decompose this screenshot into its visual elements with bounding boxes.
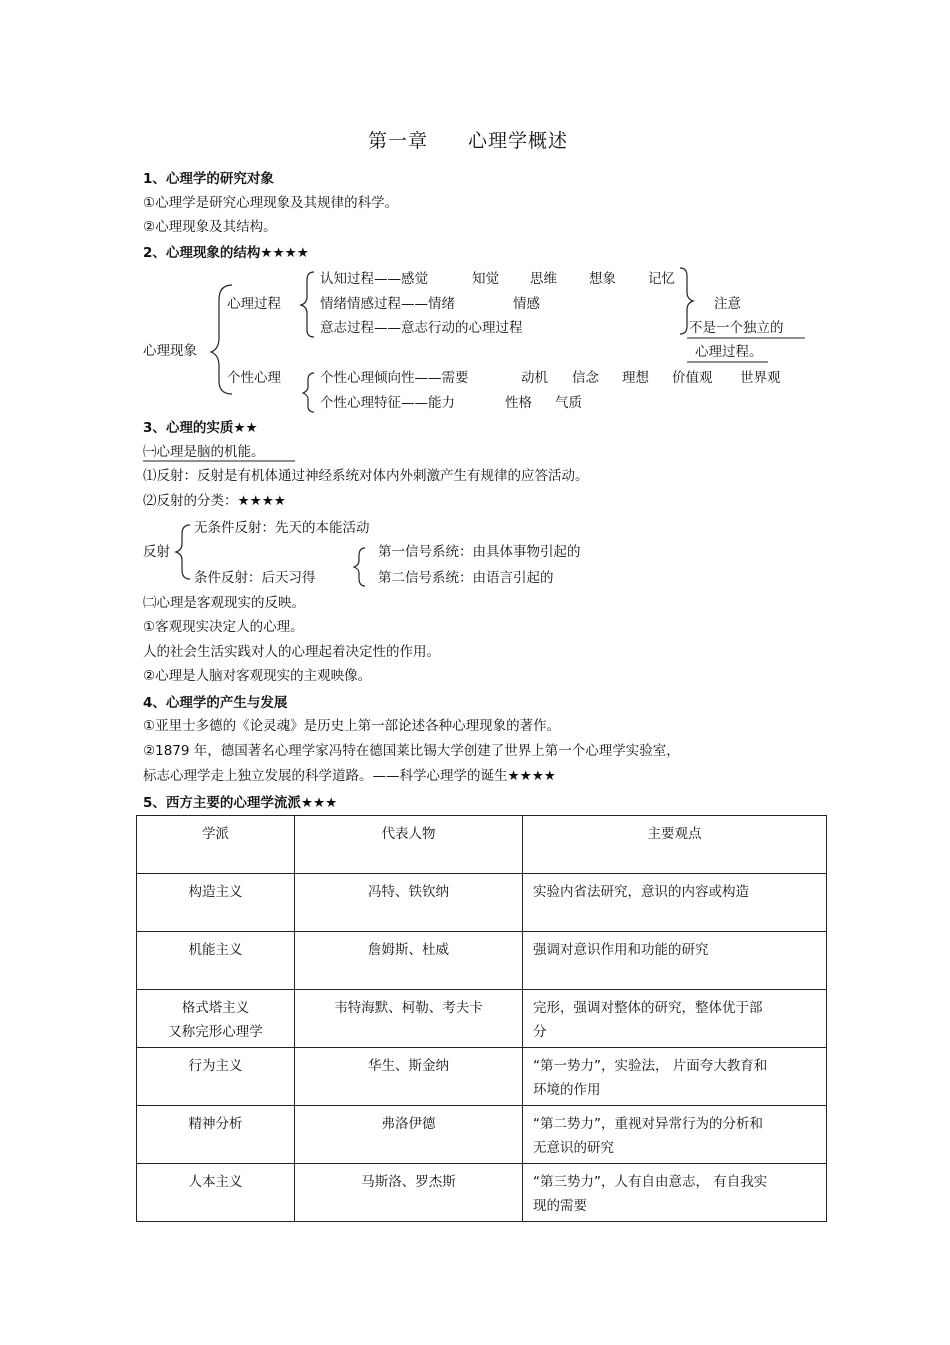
section-3-heading: 3、心理的实质★★ — [143, 420, 258, 436]
table-row — [137, 1164, 827, 1222]
section-5-heading: 5、西方主要的心理学流派★★★ — [143, 795, 338, 811]
section-3-reflex-def: ⑴反射：反射是有机体通过神经系统对体内外刺激产生有规律的应答活动。 — [143, 468, 589, 484]
view-cell: “第三势力”，人有自由意志， 有自我实 现的需要 — [523, 1164, 827, 1222]
table-row — [137, 932, 827, 990]
conditioned-reflex: 条件反射：后天习得 — [194, 570, 316, 586]
trait-item: 性格 — [505, 395, 532, 411]
tendency-item: 价值观 — [672, 370, 713, 386]
mental-process-label: 心理过程 — [227, 296, 281, 312]
emotion-item: 情感 — [513, 296, 540, 312]
header-school: 学派 — [137, 816, 295, 874]
schools-table — [136, 815, 827, 1222]
section-3-point-2: ㈡心理是客观现实的反映。 — [143, 595, 305, 611]
people-cell: 弗洛伊德 — [295, 1106, 523, 1164]
tendency-item: 信念 — [572, 370, 599, 386]
section-4-line-2: ②1879 年，德国著名心理学家冯特在德国莱比锡大学创建了世界上第一个心理学实验室， — [143, 743, 680, 759]
personality-trait: 个性心理特征——能力 — [320, 395, 455, 411]
cognition-item: 记忆 — [648, 271, 675, 287]
people-cell: 华生、斯金纳 — [295, 1048, 523, 1106]
attention-note-2: 心理过程。 — [695, 344, 763, 360]
section-1-heading: 1、心理学的研究对象 — [143, 171, 274, 187]
reflex-label: 反射 — [143, 544, 170, 560]
section-4-heading: 4、心理学的产生与发展 — [143, 695, 288, 711]
brace-reflex — [176, 525, 190, 579]
school-cell: 行为主义 — [137, 1048, 295, 1106]
section-2-heading: 2、心理现象的结构★★★★ — [143, 245, 309, 261]
cognition-item: 思维 — [530, 271, 557, 287]
table-row — [137, 990, 827, 1048]
tendency-item: 世界观 — [740, 370, 781, 386]
cognition-item: 想象 — [589, 271, 616, 287]
attention-label: 注意 — [714, 296, 741, 312]
section-3-reflex-types: ⑵反射的分类：★★★★ — [143, 493, 286, 509]
trait-item: 气质 — [555, 395, 582, 411]
brace-mental-process — [301, 272, 314, 337]
first-signal-system: 第一信号系统：由具体事物引起的 — [378, 544, 581, 560]
view-cell: “第二势力”，重视对异常行为的分析和 无意识的研究 — [523, 1106, 827, 1164]
psych-phenomena-label: 心理现象 — [143, 343, 197, 359]
header-view: 主要观点 — [523, 816, 827, 874]
view-cell: 完形，强调对整体的研究，整体优于部 分 — [523, 990, 827, 1048]
unconditioned-reflex: 无条件反射：先天的本能活动 — [194, 520, 370, 536]
school-cell: 构造主义 — [137, 874, 295, 932]
attention-note-1: 不是一个独立的 — [689, 320, 784, 336]
table-row — [137, 874, 827, 932]
people-cell: 马斯洛、罗杰斯 — [295, 1164, 523, 1222]
will-process: 意志过程——意志行动的心理过程 — [320, 320, 523, 336]
view-cell: 强调对意识作用和功能的研究 — [523, 932, 827, 990]
table-header-row — [137, 816, 827, 874]
table-row — [137, 1048, 827, 1106]
school-cell: 格式塔主义 又称完形心理学 — [137, 990, 295, 1048]
school-cell: 机能主义 — [137, 932, 295, 990]
brace-personality — [303, 373, 314, 412]
section-4-line-1: ①亚里士多德的《论灵魂》是历史上第一部论述各种心理现象的著作。 — [143, 718, 561, 734]
emotion-process: 情绪情感过程——情绪 — [320, 296, 455, 312]
school-cell: 精神分析 — [137, 1106, 295, 1164]
page-title: 第一章 心理学概述 — [368, 130, 569, 152]
section-3-point-1: ㈠心理是脑的机能。 — [143, 444, 265, 460]
view-cell: “第一势力”，实验法， 片面夸大教育和 环境的作用 — [523, 1048, 827, 1106]
school-cell: 人本主义 — [137, 1164, 295, 1222]
section-4-line-3: 标志心理学走上独立发展的科学道路。——科学心理学的诞生★★★★ — [143, 768, 556, 784]
brace-signal — [354, 548, 365, 586]
section-1-line-1: ①心理学是研究心理现象及其规律的科学。 — [143, 195, 399, 211]
section-1-line-2: ②心理现象及其结构。 — [143, 219, 277, 235]
second-signal-system: 第二信号系统：由语言引起的 — [378, 570, 554, 586]
personality-tendency: 个性心理倾向性——需要 — [320, 370, 469, 386]
table-row — [137, 1106, 827, 1164]
tendency-item: 理想 — [622, 370, 649, 386]
people-cell: 韦特海默、柯勒、考夫卡 — [295, 990, 523, 1048]
section-3-line: 人的社会生活实践对人的心理起着决定性的作用。 — [143, 644, 440, 660]
cognition-process: 认知过程——感觉 — [320, 271, 428, 287]
cognition-item: 知觉 — [472, 271, 499, 287]
personality-label: 个性心理 — [227, 370, 281, 386]
view-cell: 实验内省法研究，意识的内容或构造 — [523, 874, 827, 932]
tendency-item: 动机 — [521, 370, 548, 386]
people-cell: 冯特、铁钦纳 — [295, 874, 523, 932]
people-cell: 詹姆斯、杜威 — [295, 932, 523, 990]
header-people: 代表人物 — [295, 816, 523, 874]
section-3-line: ①客观现实决定人的心理。 — [143, 619, 304, 635]
section-3-line: ②心理是人脑对客观现实的主观映像。 — [143, 668, 372, 684]
